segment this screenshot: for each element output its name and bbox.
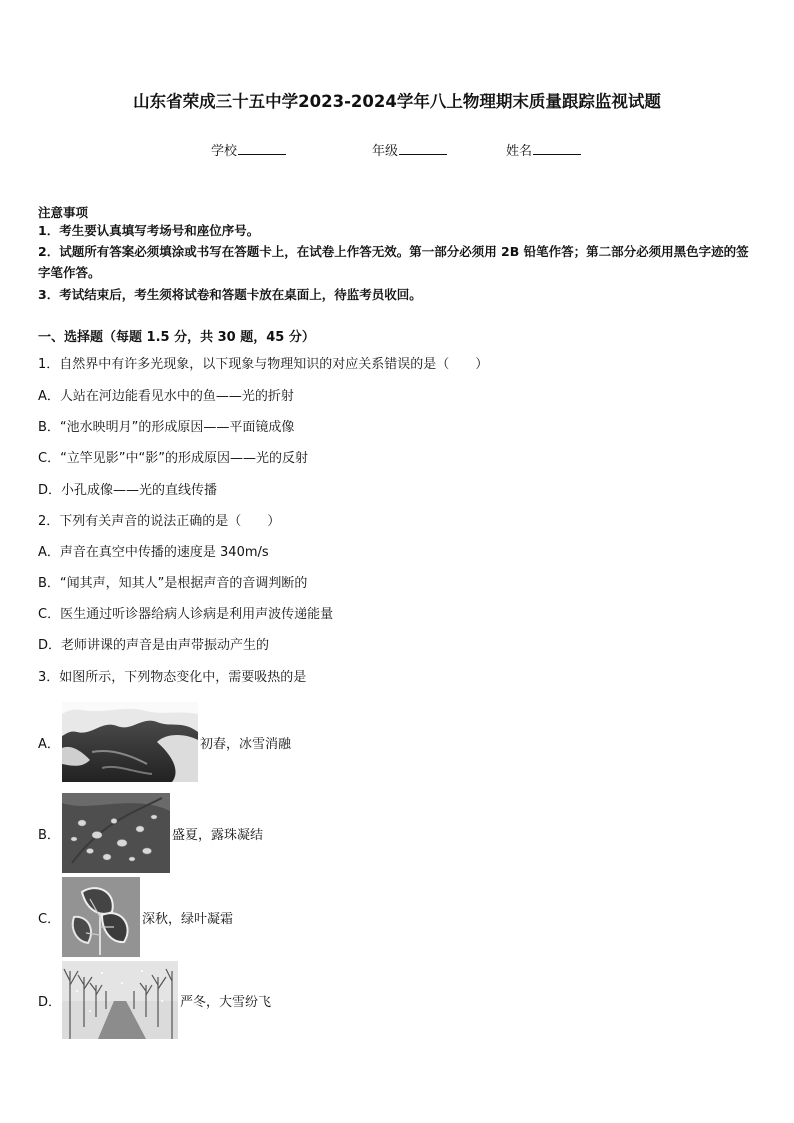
school-label: 学校 [211, 144, 238, 159]
section-heading: 一、选择题（每题 1.5 分，共 30 题，45 分） [38, 330, 315, 345]
q3-option-b [38, 793, 263, 873]
q3-option-c-letter: C． [38, 911, 61, 927]
name-field [506, 140, 581, 159]
q3-option-a [38, 702, 291, 782]
name-blank[interactable] [533, 143, 581, 155]
grade-label: 年级 [372, 144, 399, 159]
snowy-road-image [62, 961, 178, 1039]
q2-option-a: A．声音在真空中传播的速度是 340m/s [38, 545, 269, 560]
q1-option-a: A．人站在河边能看见水中的鱼——光的折射 [38, 389, 294, 404]
q3-option-b-letter: B． [38, 827, 60, 843]
q1-option-b: B．“池水映明月”的形成原因——平面镜成像 [38, 420, 295, 435]
grade-field [372, 140, 447, 159]
q3-option-d [38, 961, 271, 1039]
q2-stem: 2．下列有关声音的说法正确的是（ ） [38, 514, 281, 529]
note-item-3: 3．考试结束后，考生须将试卷和答题卡放在桌面上，待监考员收回。 [38, 287, 422, 302]
q2-option-c: C．医生通过听诊器给病人诊病是利用声波传递能量 [38, 607, 334, 622]
name-label: 姓名 [506, 144, 533, 159]
exam-title: 山东省荣成三十五中学2023-2024学年八上物理期末质量跟踪监视试题 [133, 92, 661, 111]
q3-option-d-letter: D． [38, 994, 62, 1010]
q1-option-c: C．“立竿见影”中“影”的形成原因——光的反射 [38, 451, 309, 466]
q3-option-c [38, 877, 233, 957]
q2-option-d: D．老师讲课的声音是由声带振动产生的 [38, 638, 270, 653]
frost-leaves-image [62, 877, 140, 957]
notes-heading: 注意事项 [38, 205, 89, 220]
q3-option-d-caption: 严冬，大雪纷飞 [180, 994, 272, 1010]
q1-stem: 1．自然界中有许多光现象，以下现象与物理知识的对应关系错误的是（ ） [38, 357, 489, 372]
school-field [211, 140, 286, 159]
q3-option-a-letter: A． [38, 736, 60, 752]
q3-option-b-caption: 盛夏，露珠凝结 [172, 827, 264, 843]
dew-drops-image [62, 793, 170, 873]
q2-option-b: B．“闻其声，知其人”是根据声音的音调判断的 [38, 576, 308, 591]
q1-option-d: D．小孔成像——光的直线传播 [38, 483, 218, 498]
note-item-1: 1．考生要认真填写考场号和座位序号。 [38, 223, 260, 238]
q3-stem: 3．如图所示，下列物态变化中，需要吸热的是 [38, 670, 307, 685]
grade-blank[interactable] [399, 143, 447, 155]
note-item-2: 2．试题所有答案必须填涂或书写在答题卡上，在试卷上作答无效。第一部分必须用 2B 铅笔作答；第二部分必须用黑色字迹的签字笔作答。 [38, 244, 749, 280]
q3-option-c-caption: 深秋，绿叶凝霜 [142, 911, 234, 927]
school-blank[interactable] [238, 143, 286, 155]
melting-ice-image [62, 702, 198, 782]
q3-option-a-caption: 初春，冰雪消融 [200, 736, 292, 752]
